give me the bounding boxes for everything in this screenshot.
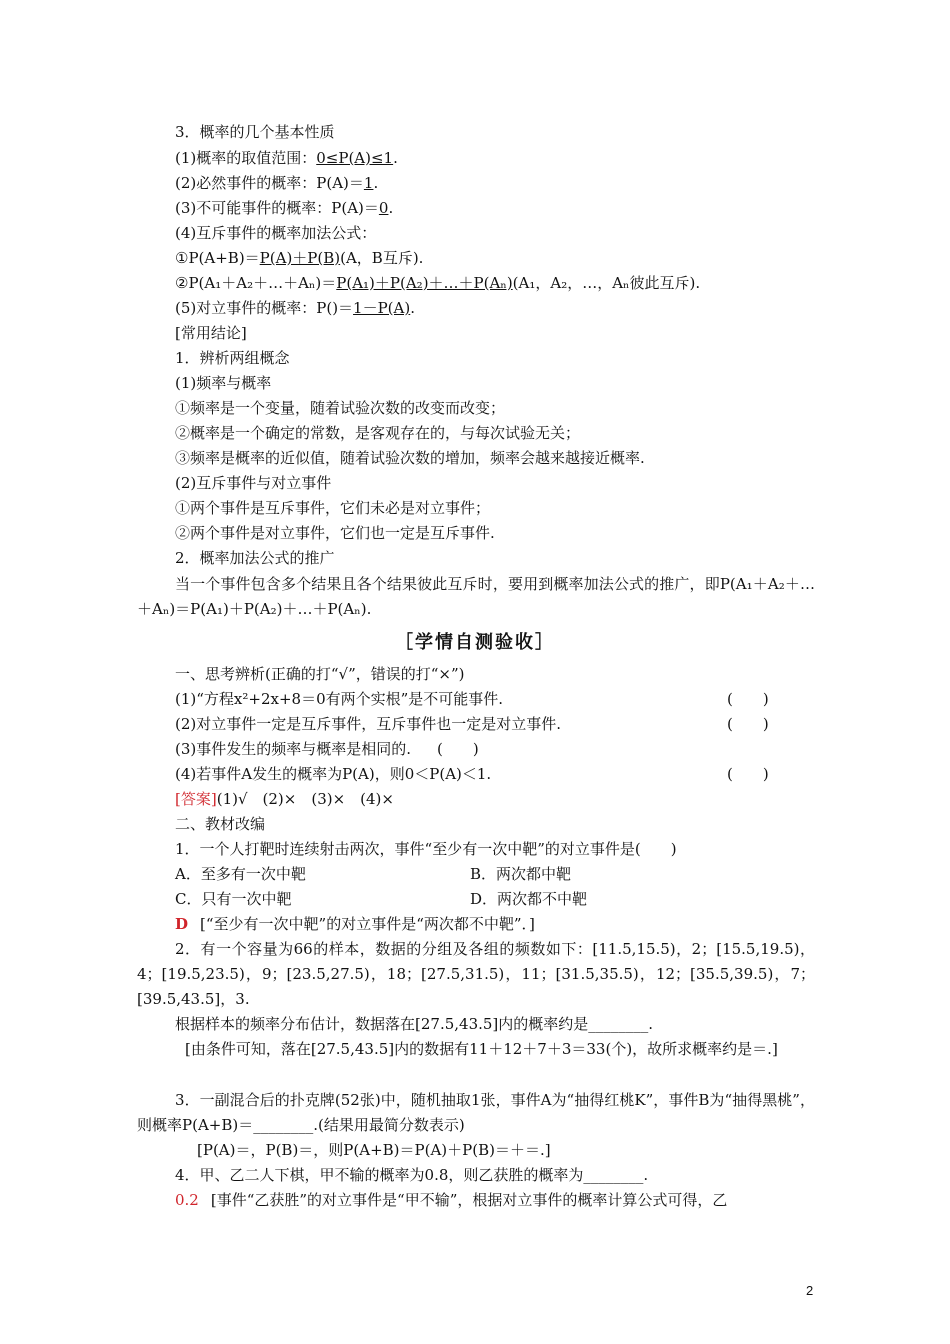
judge-q2: (2)对立事件一定是互斥事件，互斥事件也一定是对立事件. <box>175 715 562 733</box>
answer-2: [由条件可知，落在[27.5,43.5]内的数据有11＋12＋7＋3＝33(个)，故所求概率约是＝.] <box>185 1040 778 1058</box>
answer-blank-2: ( ) <box>727 715 769 733</box>
line-freq-1: ①频率是一个变量，随着试验次数的改变而改变； <box>175 399 506 417</box>
judge-q1: (1)“方程x²+2x+8＝0有两个实根”是不可能事件. <box>175 690 504 708</box>
question-4: 4．甲、乙二人下棋，甲不输的概率为0.8，则乙获胜的概率为________. <box>175 1166 649 1184</box>
question-2: 2．有一个容量为66的样本，数据的分组及各组的频数如下：[11.5,15.5)，2；[15.5,19.5)，4；[19.5,23.5)，9；[23.5,27.5)，18；[27.5,31.5)，11；[31.5,35.5)，12；[35.5,39.5)，7；[39.5,43.5]，3. <box>137 940 815 1008</box>
line-mutex: (2)互斥事件与对立事件 <box>175 474 332 492</box>
line-addition-2: ②P(A₁＋A₂＋…＋Aₙ)＝P(A₁)＋P(A₂)＋…＋P(Aₙ)(A₁，A₂，…，Aₙ彼此互斥). <box>175 274 701 292</box>
self-test-title: 一、思考辨析(正确的打“√”，错误的打“×”) <box>175 665 465 683</box>
line-freq-3: ③频率是概率的近似值，随着试验次数的增加，频率会越来越接近概率. <box>175 449 645 467</box>
line-complement: (5)对立事件的概率：P()＝1－P(A). <box>175 299 416 317</box>
answer-blank-3: ( ) <box>437 740 479 758</box>
option-d: D．两次都不中靶 <box>470 890 588 908</box>
line-properties-title: 3．概率的几个基本性质 <box>175 123 335 141</box>
line-addition-1: ①P(A+B)＝P(A)＋P(B)(A，B互斥). <box>175 249 424 267</box>
answer-3: [P(A)＝，P(B)＝，则P(A+B)＝P(A)＋P(B)＝＋＝.] <box>197 1141 551 1159</box>
line-addition-title: (4)互斥事件的概率加法公式： <box>175 224 377 242</box>
line-generalization: 2．概率加法公式的推广 <box>175 549 335 567</box>
line-mutex-2: ②两个事件是对立事件，它们也一定是互斥事件. <box>175 524 495 542</box>
line-freq-prob: (1)频率与概率 <box>175 374 272 392</box>
option-b: B．两次都中靶 <box>470 865 572 883</box>
option-c: C．只有一次中靶 <box>175 890 292 908</box>
question-3: 3．一副混合后的扑克牌(52张)中，随机抽取1张，事件A为“抽得红桃K”，事件B为“抽得黑桃”，则概率P(A+B)＝________.(结果用最简分数表示) <box>137 1091 815 1134</box>
line-range: (1)概率的取值范围：0≤P(A)≤1. <box>175 149 398 167</box>
judge-answers: [答案](1)√ (2)× (3)× (4)× <box>175 790 394 808</box>
line-freq-2: ②概率是一个确定的常数，是客观存在的，与每次试验无关； <box>175 424 581 442</box>
line-mutex-1: ①两个事件是互斥事件，它们未必是对立事件； <box>175 499 491 517</box>
line-common-conclusions: [常用结论] <box>175 324 247 342</box>
judge-q4: (4)若事件A发生的概率为P(A)，则0＜P(A)＜1. <box>175 765 492 783</box>
judge-q3: (3)事件发生的频率与概率是相同的. ( ) <box>175 740 479 758</box>
answer-blank-1: ( ) <box>727 690 769 708</box>
question-2-ask: 根据样本的频率分布估计，数据落在[27.5,43.5]内的概率约是________. <box>175 1015 654 1033</box>
answer-4: 0.2 [事件“乙获胜”的对立事件是“甲不输”，根据对立事件的概率计算公式可得，乙 <box>175 1191 728 1209</box>
option-a: A．至多有一次中靶 <box>175 865 306 883</box>
page-number: 2 <box>806 1283 814 1298</box>
paragraph-generalization: 当一个事件包含多个结果且各个结果彼此互斥时，要用到概率加法公式的推广，即P(A₁＋A₂＋…＋Aₙ)＝P(A₁)＋P(A₂)＋…＋P(Aₙ). <box>137 575 815 618</box>
answer-1: D [“至少有一次中靶”的对立事件是“两次都不中靶”．] <box>175 915 535 933</box>
line-concepts: 1．辨析两组概念 <box>175 349 290 367</box>
line-certain: (2)必然事件的概率：P(A)＝1. <box>175 174 379 192</box>
question-1: 1．一个人打靶时连续射击两次，事件“至少有一次中靶”的对立事件是( ) <box>175 840 677 858</box>
answer-blank-4: ( ) <box>727 765 769 783</box>
section-heading: ［学情自测验收］ <box>395 632 555 653</box>
textbook-title: 二、教材改编 <box>175 815 266 833</box>
line-impossible: (3)不可能事件的概率：P(A)＝0. <box>175 199 394 217</box>
